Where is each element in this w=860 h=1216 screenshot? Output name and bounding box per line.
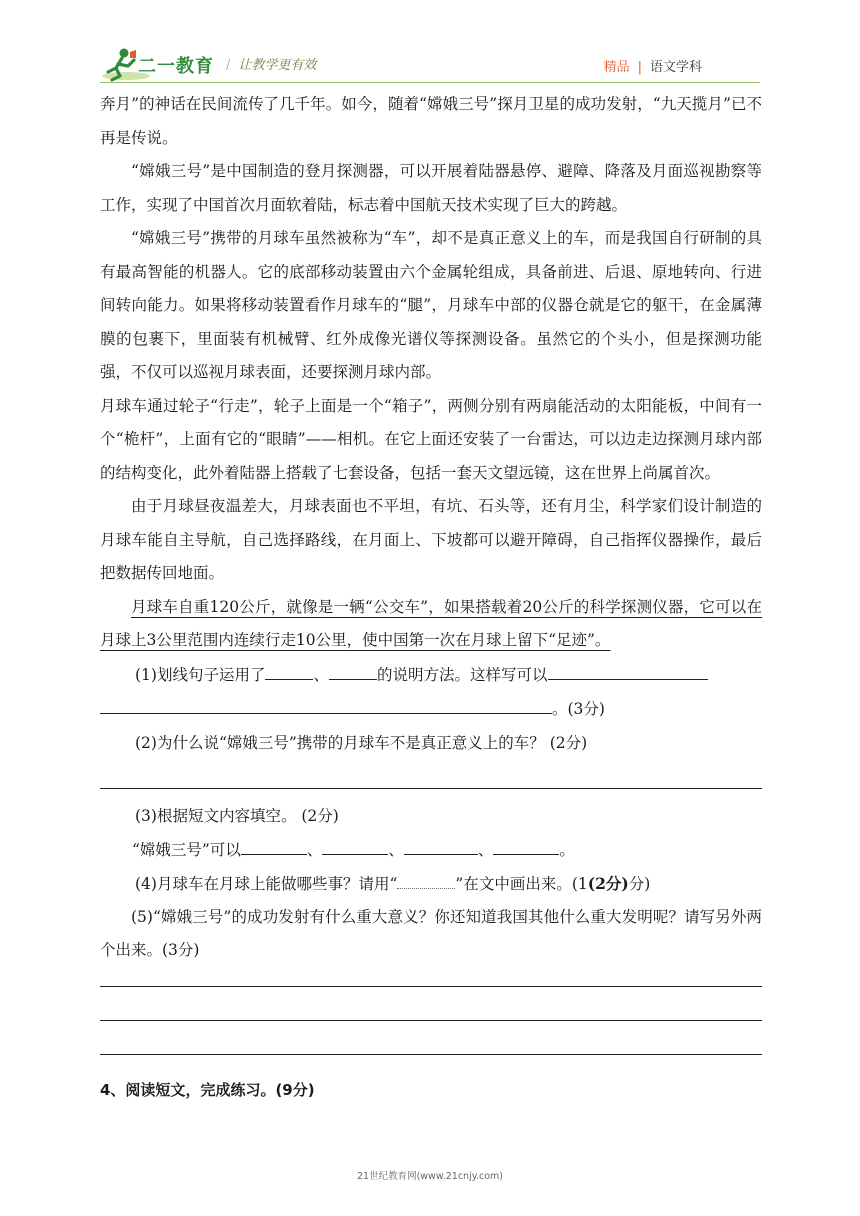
page-header bbox=[0, 0, 860, 84]
answer-blank[interactable] bbox=[322, 836, 388, 855]
answer-blank[interactable] bbox=[100, 695, 552, 714]
question-4: (4)月球车在月球上能做哪些事？请用“ ”在文中画出来。(1(2分)分) bbox=[135, 873, 651, 893]
answer-blank[interactable] bbox=[404, 836, 478, 855]
question-3-fill: “嫦娥三号”可以 、 、 、 。 bbox=[100, 833, 762, 867]
paragraph-5: 由于月球昼夜温差大，月球表面也不平坦，有坑、石头等，还有月尘，科学家们设计制造的月球车能自主导航，自己选择路线，在月面上、下坡都可以避开障碍，自己指挥仪器操作，最后把数据传回地面。 bbox=[100, 497, 762, 582]
underlined-sentence: 月球车自重120公斤，就像是一辆“公交车”，如果搭载着20公斤的科学探测仪器，它可以在月球上3公里范围内连续行走10公里，使中国第一次在月球上留下“足迹”。 bbox=[100, 597, 762, 649]
answer-blank[interactable] bbox=[493, 836, 559, 855]
header-divider bbox=[100, 82, 760, 83]
answer-blank[interactable] bbox=[548, 661, 708, 680]
paragraph-3: “嫦娥三号”携带的月球车虽然被称为“车”，却不是真正意义上的车，而是我国自行研制的具有最高智能的机器人。它的底部移动装置由六个金属轮组成，具备前进、后退、原地转向、行进间转向能力。如果将移动装置看作月球车的“腿”，月球车中部的仪器仓就是它的躯干，在金属薄膜的包裹下，里面装有机械臂、红外成像光谱仪等探测设备。虽然它的个头小，但是探测功能强，不仅可以巡视月球表面，还要探测月球内部。 bbox=[100, 229, 762, 381]
subject-label: 语文学科 bbox=[649, 60, 702, 75]
subject-tag: 精品 | 语文学科 bbox=[603, 60, 702, 75]
answer-blank[interactable] bbox=[241, 836, 307, 855]
quality-tag: 精品 bbox=[603, 60, 630, 75]
answer-blank[interactable] bbox=[265, 661, 313, 680]
section-4-heading: 4、阅读短文，完成练习。(9分) bbox=[100, 1080, 315, 1099]
page-footer: 21世纪教育网(www.21cnjy.com) bbox=[356, 1171, 503, 1182]
paragraph-4: 月球车通过轮子“行走”，轮子上面是一个“箱子”，两侧分别有两扇能活动的太阳能板，中间有一个“桅杆”，上面有它的“眼睛”——相机。在它上面还安装了一台雷达，可以边走边探测月球内部的结构变化，此外着陆器上搭载了七套设备，包括一套天文望远镜，这在世界上尚属首次。 bbox=[100, 396, 762, 482]
logo-text: 二一教育 bbox=[138, 56, 214, 77]
question-2: (2)为什么说“嫦娥三号”携带的月球车不是真正意义上的车？ (2分) bbox=[135, 733, 588, 752]
question-3: (3)根据短文内容填空。 (2分) bbox=[135, 806, 339, 825]
question-1: (1)划线句子运用了 、 的说明方法。这样写可以 bbox=[100, 658, 762, 692]
question-1-cont: 。(3分) bbox=[100, 692, 762, 726]
question-5: (5)“嫦娥三号”的成功发射有什么重大意义？你还知道我国其他什么重大发明呢？请写另外两个出来。(3分) bbox=[100, 907, 762, 959]
paragraph-2: “嫦娥三号”是中国制造的登月探测器，可以开展着陆器悬停、避障、降落及月面巡视勘察等工作，实现了中国首次月面软着陆，标志着中国航天技术实现了巨大的跨越。 bbox=[100, 162, 762, 214]
paragraph-1: 奔月”的神话在民间流传了几千年。如今，随着“嫦娥三号”探月卫星的成功发射，“九天揽月”已不再是传说。 bbox=[100, 95, 762, 147]
slogan: / 让教学更有效 bbox=[226, 58, 317, 73]
answer-line[interactable] bbox=[100, 1054, 762, 1055]
reading-passage bbox=[100, 88, 762, 1105]
wavy-line-mark bbox=[397, 874, 455, 889]
answer-blank[interactable] bbox=[329, 661, 377, 680]
